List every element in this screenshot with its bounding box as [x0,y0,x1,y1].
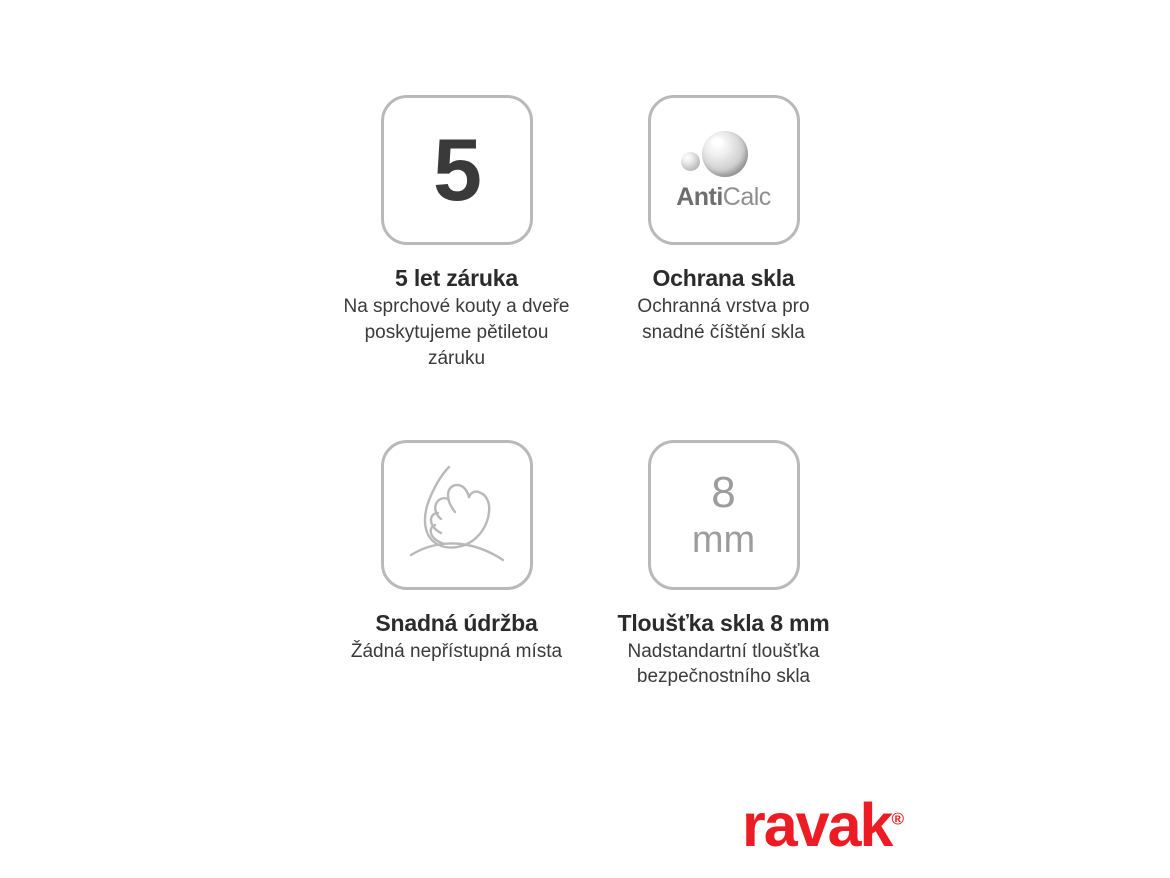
anticalc-droplets-icon [651,129,797,212]
feature-glass-thickness [602,440,845,691]
feature-description: Ochranná vrstva pro snadné číštění skla [637,296,810,343]
feature-glass-protection [602,95,845,372]
feature-title: Tloušťka skla 8 mm [617,609,830,636]
feature-description: Na sprchové kouty a dveře poskytujeme pětiletou záruku [343,296,570,369]
hand-wiping-icon [397,459,517,571]
thickness-number: 8 [711,467,736,517]
anticalc-wordmark [676,183,771,212]
large-droplet-icon [702,131,748,177]
ravak-logo [742,791,962,859]
feature-title: 5 let záruka [395,265,518,291]
thickness-icon-box [648,440,800,590]
water-droplets-icon [669,129,779,185]
anticalc-suffix: Calc [722,182,771,211]
feature-easy-maintenance [335,440,578,691]
number-five-icon: 5 [433,120,480,219]
feature-description: Žádná nepřístupná místa [350,640,563,662]
anticalc-icon-box [648,95,800,245]
trademark-symbol: ® [891,809,904,829]
feature-warranty [335,95,578,372]
glass-thickness-icon [691,467,756,561]
thickness-unit: mm [691,518,756,561]
anticalc-prefix: Anti [676,182,723,211]
warranty-icon-box [381,95,533,245]
logo-wordmark: ravak [742,791,892,859]
feature-grid [335,95,845,690]
small-droplet-icon [681,152,700,171]
maintenance-icon-box [381,440,533,590]
feature-title: Ochrana skla [652,265,795,291]
feature-description: Nadstandartní tloušťka bezpečnostního skla [627,640,820,688]
feature-title: Snadná údržba [375,609,538,636]
